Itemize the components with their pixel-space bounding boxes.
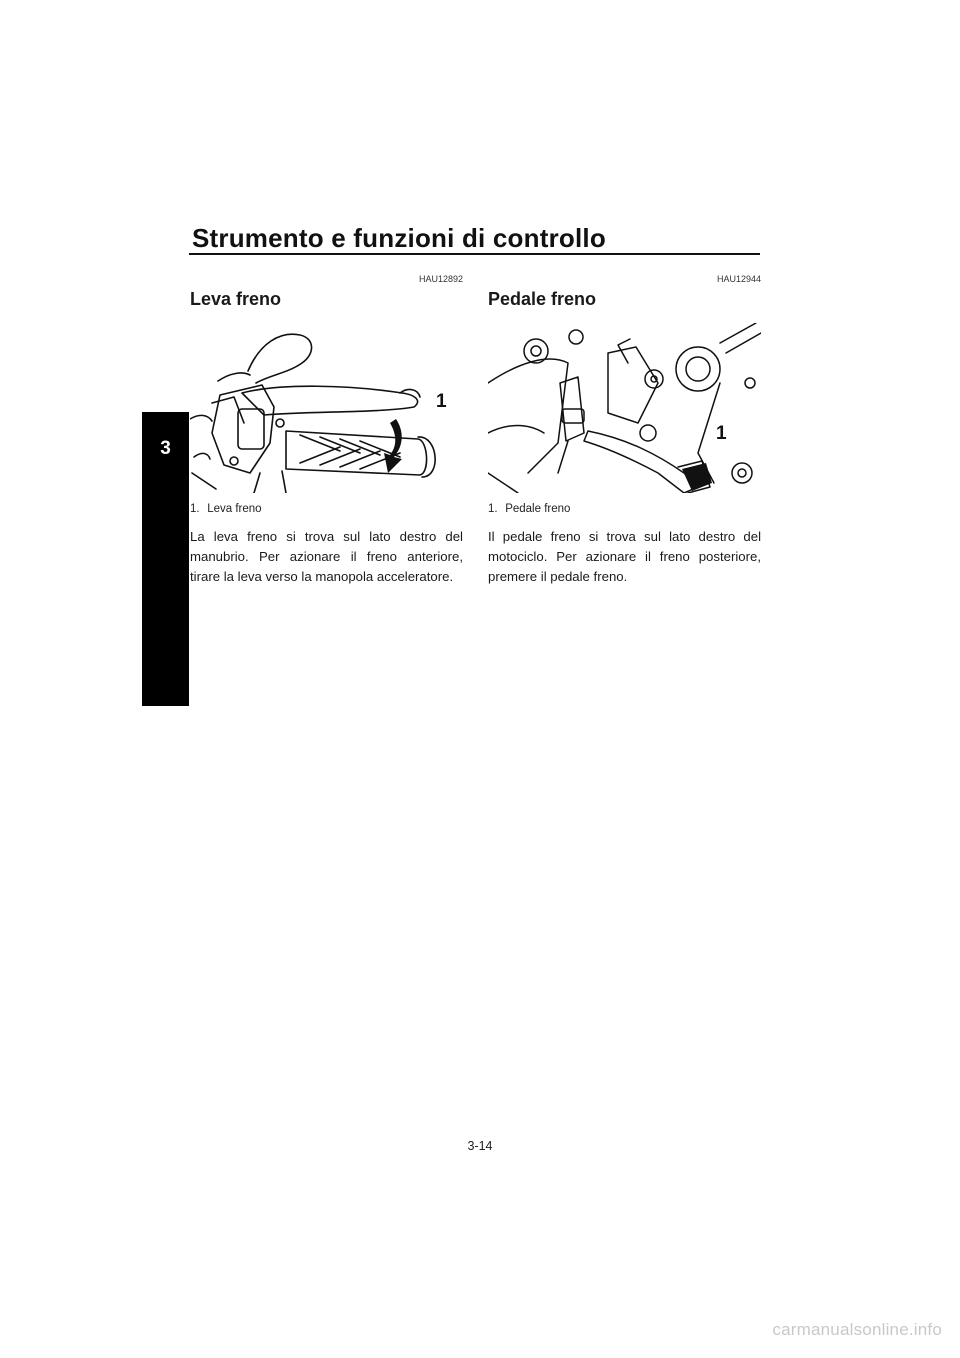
section-ref-code: HAU12892 — [418, 274, 463, 284]
page-number: 3-14 — [467, 1139, 493, 1153]
brake-pedal-illustration — [488, 323, 761, 493]
brake-pedal-drawing — [488, 323, 761, 493]
section-heading: Pedale freno — [488, 289, 597, 309]
chapter-tab — [142, 412, 189, 706]
section-body: La leva freno si trova sul lato destro del manubrio. Per azionare il freno anteriore, tirare la leva verso la manopola acceleratore. — [190, 529, 463, 584]
page-title: Strumento e funzioni di controllo — [192, 223, 606, 253]
figure-callout-number: 1 — [436, 391, 447, 412]
caption-number: 1. — [190, 503, 200, 515]
section-ref-code: HAU12944 — [716, 274, 761, 284]
section-heading: Leva freno — [190, 289, 282, 309]
chapter-tab-number: 3 — [160, 438, 171, 459]
section-body: Il pedale freno si trova sul lato destro del motociclo. Per azionare il freno posteriore, premere il pedale freno. — [488, 529, 761, 584]
caption-number: 1. — [488, 503, 498, 515]
figure-callout-number: 1 — [716, 423, 727, 444]
title-divider — [189, 253, 760, 255]
figure-caption — [488, 501, 761, 517]
brake-lever-illustration — [190, 323, 463, 493]
caption-text: Pedale freno — [505, 503, 571, 515]
figure-caption — [190, 501, 463, 517]
brake-lever-drawing — [190, 323, 463, 493]
watermark-text: carmanualsonline.info — [772, 1320, 942, 1339]
section-brake-lever — [190, 273, 463, 587]
caption-text: Leva freno — [207, 503, 262, 515]
section-brake-pedal — [488, 273, 761, 587]
